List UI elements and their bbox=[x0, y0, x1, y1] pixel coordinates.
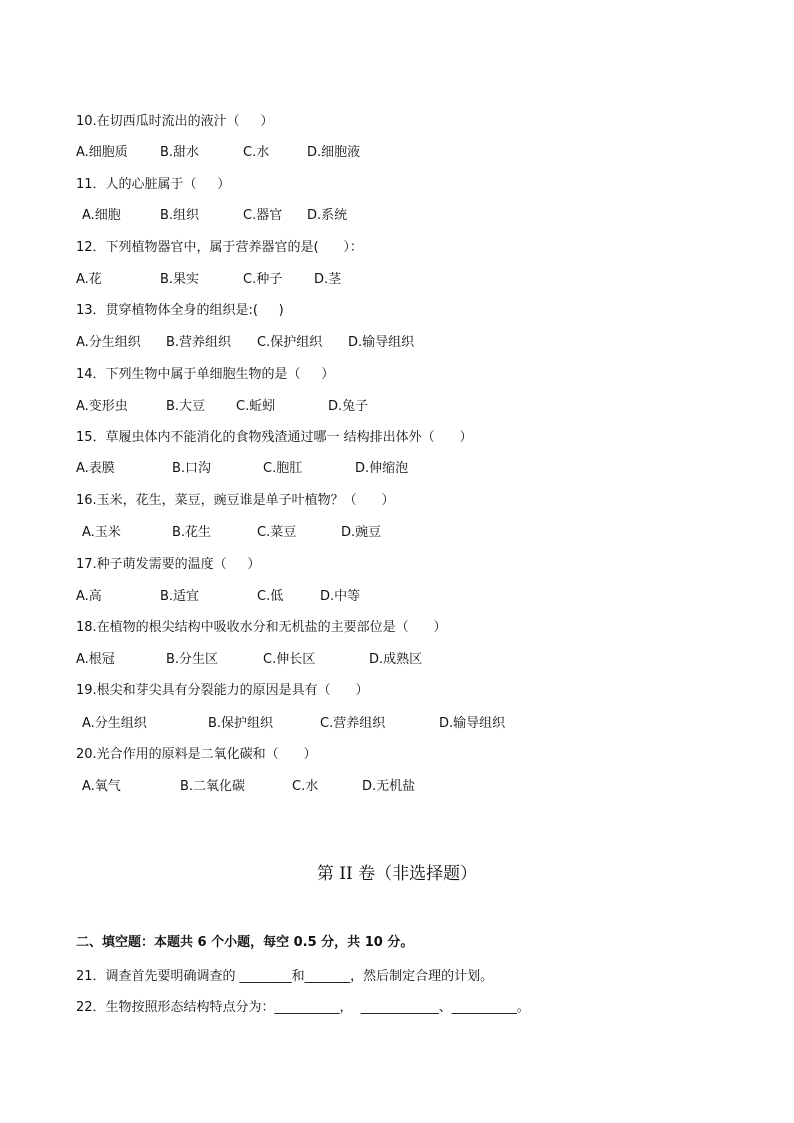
answer-option: C.蚯蚓 bbox=[236, 399, 276, 414]
answer-option: A.表膜 bbox=[76, 461, 115, 476]
question-stem: 14．下列生物中属于单细胞生物的是（ ） bbox=[76, 367, 335, 382]
question-stem: 12．下列植物器官中，属于营养器官的是( ）： bbox=[76, 240, 363, 255]
answer-option: A.细胞 bbox=[82, 208, 121, 223]
answer-option: B.组织 bbox=[160, 208, 200, 223]
answer-option: D.无机盐 bbox=[362, 779, 416, 794]
answer-option: A.高 bbox=[76, 589, 102, 604]
answer-option: C.器官 bbox=[243, 208, 283, 223]
question-21: 21．调查首先要明确调查的 ________和_______，然后制定合理的计划。 bbox=[76, 969, 494, 984]
answer-option: C.菜豆 bbox=[257, 525, 297, 540]
question-stem: 17.种子萌发需要的温度（ ） bbox=[76, 557, 261, 572]
answer-option: B.大豆 bbox=[166, 399, 206, 414]
answer-option: C.水 bbox=[243, 145, 270, 160]
answer-option: D.伸缩泡 bbox=[355, 461, 409, 476]
answer-option: A.分生组织 bbox=[76, 335, 141, 350]
answer-option: D.输导组织 bbox=[348, 335, 415, 350]
question-stem: 13．贯穿植物体全身的组织是:( ) bbox=[76, 303, 284, 318]
answer-option: A.玉米 bbox=[82, 525, 121, 540]
answer-option: A.氧气 bbox=[82, 779, 121, 794]
answer-option: C.胞肛 bbox=[263, 461, 303, 476]
answer-option: D.中等 bbox=[320, 589, 361, 604]
question-stem: 11．人的心脏属于（ ） bbox=[76, 177, 231, 192]
section-title: 第 II 卷（非选择题） bbox=[316, 864, 478, 884]
answer-option: B.保护组织 bbox=[208, 716, 274, 731]
answer-option: B.分生区 bbox=[166, 652, 219, 667]
question-stem: 20.光合作用的原料是二氧化碳和（ ） bbox=[76, 747, 317, 762]
answer-option: C.伸长区 bbox=[263, 652, 316, 667]
answer-option: C.保护组织 bbox=[257, 335, 323, 350]
question-stem: 19.根尖和芽尖具有分裂能力的原因是具有（ ） bbox=[76, 683, 369, 698]
answer-option: C.种子 bbox=[243, 272, 283, 287]
answer-option: B.果实 bbox=[160, 272, 200, 287]
answer-option: D.系统 bbox=[307, 208, 348, 223]
answer-option: D.茎 bbox=[314, 272, 342, 287]
answer-option: D.输导组织 bbox=[439, 716, 506, 731]
answer-option: B.适宜 bbox=[160, 589, 200, 604]
answer-option: B.花生 bbox=[172, 525, 212, 540]
answer-option: C.营养组织 bbox=[320, 716, 386, 731]
answer-option: A.分生组织 bbox=[82, 716, 147, 731]
answer-option: C.低 bbox=[257, 589, 284, 604]
answer-option: D.兔子 bbox=[328, 399, 369, 414]
answer-option: B.营养组织 bbox=[166, 335, 232, 350]
question-22: 22．生物按照形态结构特点分为：__________， ____________、__________。 bbox=[76, 1000, 530, 1015]
answer-option: B.甜水 bbox=[160, 145, 200, 160]
answer-option: C.水 bbox=[292, 779, 319, 794]
fill-in-heading: 二、填空题：本题共 6 个小题，每空 0.5 分，共 10 分。 bbox=[76, 935, 414, 950]
answer-option: A.变形虫 bbox=[76, 399, 128, 414]
answer-option: D.豌豆 bbox=[341, 525, 382, 540]
answer-option: B.二氧化碳 bbox=[180, 779, 246, 794]
question-stem: 15．草履虫体内不能消化的食物残渣通过哪一 结构排出体外（ ） bbox=[76, 430, 473, 445]
question-stem: 18.在植物的根尖结构中吸收水分和无机盐的主要部位是（ ） bbox=[76, 620, 447, 635]
answer-option: B.口沟 bbox=[172, 461, 212, 476]
question-stem: 10.在切西瓜时流出的液汁（ ） bbox=[76, 114, 274, 129]
answer-option: D.成熟区 bbox=[369, 652, 423, 667]
question-stem: 16.玉米，花生，菜豆，豌豆谁是单子叶植物？（ ） bbox=[76, 493, 395, 508]
answer-option: D.细胞液 bbox=[307, 145, 361, 160]
answer-option: A.根冠 bbox=[76, 652, 115, 667]
answer-option: A.花 bbox=[76, 272, 102, 287]
answer-option: A.细胞质 bbox=[76, 145, 128, 160]
